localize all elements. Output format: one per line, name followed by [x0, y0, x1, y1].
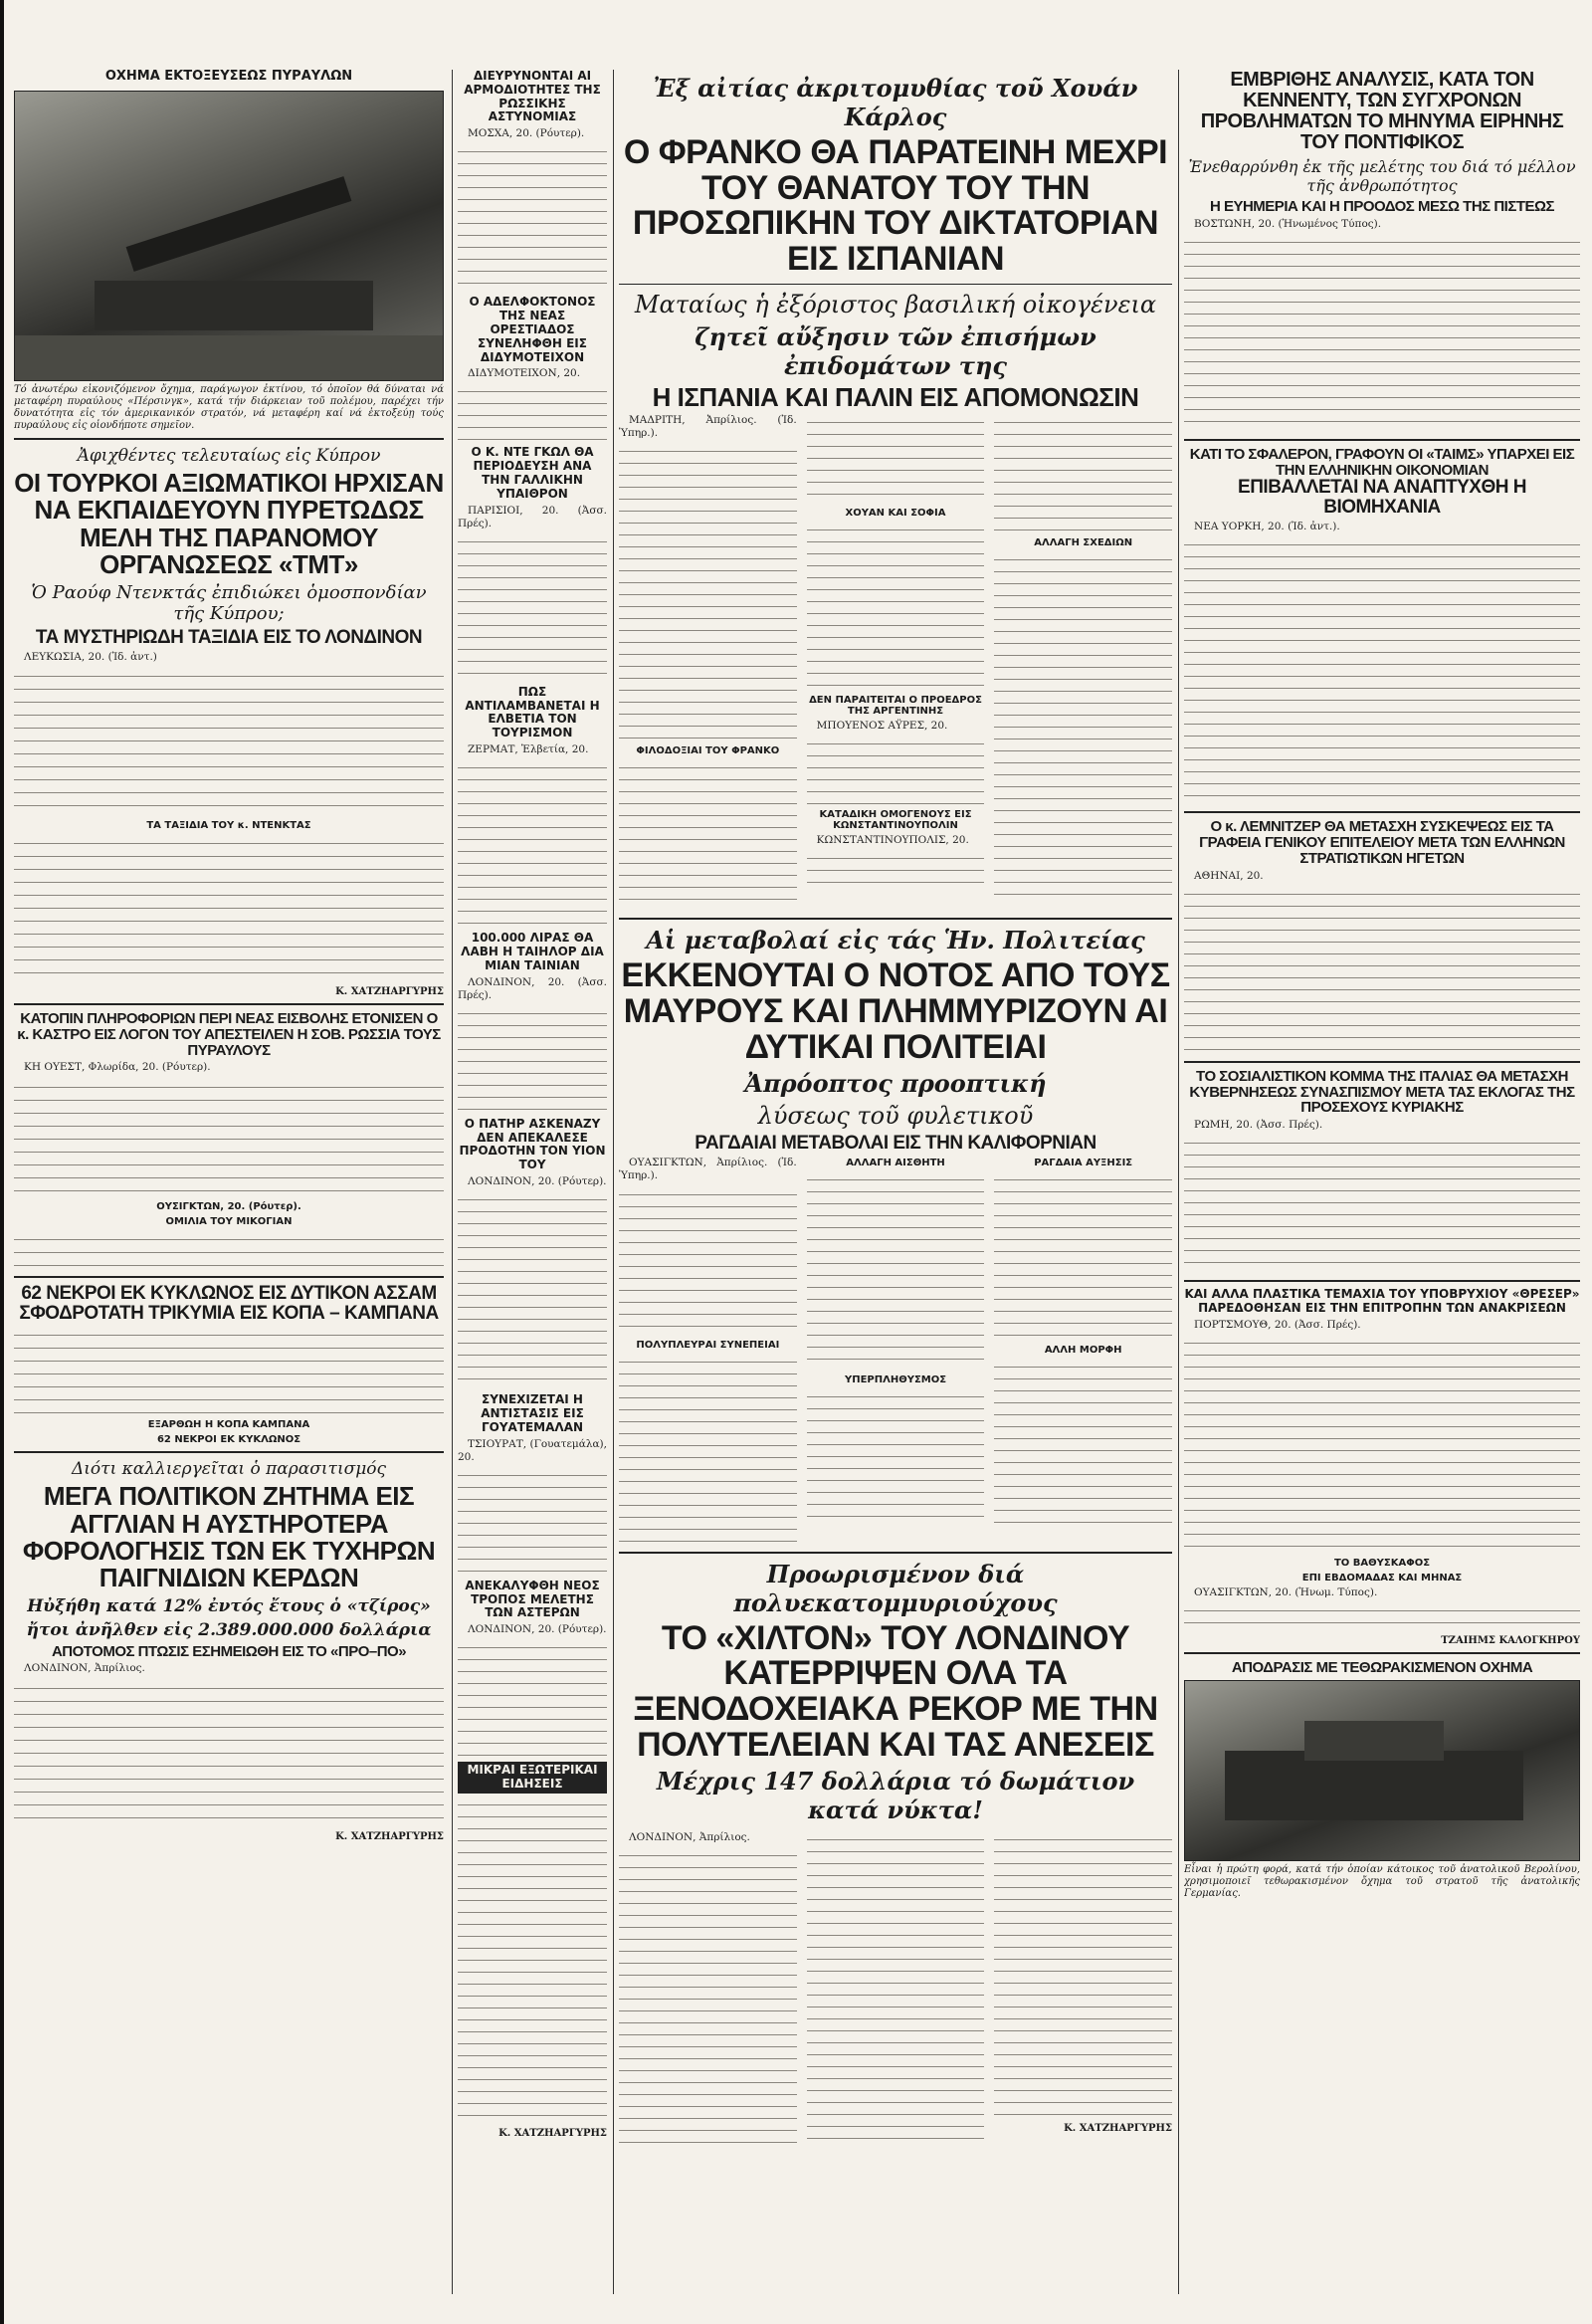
dateline: ΔΙΔΥΜΟΤΕΙΧΟΝ, 20. [468, 367, 581, 380]
article-text-block [807, 522, 985, 691]
article-text-block [619, 1847, 797, 2146]
article-text-block [994, 1359, 1172, 1528]
kicker: Μέχρις 147 δολλάρια τό δωμάτιον κατά νύκτα! [656, 1767, 1135, 1825]
kicker: Αἱ μεταβολαί εἰς τάς Ἡν. Πολιτείας [646, 926, 1145, 955]
headline-london-trips: ΤΑ ΜΥΣΤΗΡΙΩΔΗ ΤΑΞΙΔΙΑ ΕΙΣ ΤΟ ΛΟΝΔΙΝΟΝ [35, 627, 423, 649]
usa-article-columns [619, 1154, 1172, 1545]
photo-caption: Τό ἀνωτέρω εἰκονιζόμενον ὄχημα, παράγωγον ἐκτίνου, τό ὁποῖον θά δύναται νά μεταφέρη πυραύλους «Πέρσινγκ», κατά τήν διάρκειαν τοῦ πολέμου, παρέχει τήν δυνατότητα εἰς τόν ἀμερικανικόν στρατόν, νά μεταφέρη καί νά ἐκτοξεύῃ τούς πυραύλους εἰς οἱονδήποτε σημεῖον. [14, 383, 444, 431]
photo-caption: Εἶναι ἡ πρώτη φορά, κατά τήν ὁποίαν κάτοικος τοῦ ἀνατολικοῦ Βερολίνου, χρησιμοποιεῖ τεθωρακισμένον ὄχημα τοῦ στρατοῦ τῆς ἀνατολικῆς Γερμανίας. [1184, 1863, 1580, 1899]
byline: Κ. ΧΑΤΖΗΑΡΓΥΡΗΣ [498, 2127, 607, 2139]
dateline: ΝΕΑ ΥΟΡΚΗ, 20. (Ἰδ. ἀντ.). [1194, 521, 1340, 533]
subheading: ΠΟΛΥΠΛΕΥΡΑΙ ΣΥΝΕΠΕΙΑΙ [636, 1339, 780, 1351]
headline-de-gaulle: Ο Κ. ΝΤΕ ΓΚΩΛ ΘΑ ΠΕΡΙΟΔΕΥΣΗ ΑΝΑ ΤΗΝ ΓΑΛΛΙΚΗΝ ΥΠΑΙΘΡΟΝ [471, 445, 594, 501]
divider [1184, 811, 1580, 813]
subheading: ΧΟΥΑΝ ΚΑΙ ΣΟΦΙΑ [845, 508, 946, 520]
subheading: ΑΛΛΑΓΗ ΣΧΕΔΙΩΝ [1034, 537, 1133, 549]
dateline: ΜΠΟΥΕΝΟΣ ΑΫΡΕΣ, 20. [816, 720, 948, 733]
article-text-block [458, 1005, 607, 1115]
byline: Κ. ΧΑΤΖΗΑΡΓΥΡΗΣ [335, 986, 444, 998]
article-text-block [1184, 1135, 1580, 1274]
dateline: ΖΕΡΜΑΤ, Ἑλβετία, 20. [468, 743, 589, 756]
article-text-block [458, 1467, 607, 1577]
column-rule [1178, 70, 1179, 2294]
article-text-block [807, 414, 985, 504]
dateline: ΛΟΝΔΙΝΟΝ, 20. (Ρόυτερ). [468, 1175, 607, 1187]
article-text-block [14, 1326, 444, 1415]
headline-italy-socialists: ΤΟ ΣΟΣΙΑΛΙΣΤΙΚΟΝ ΚΟΜΜΑ ΤΗΣ ΙΤΑΛΙΑΣ ΘΑ ΜΕΤΑΣΧΗ ΚΥΒΕΡΝΗΣΕΩΣ ΣΥΝΑΣΠΙΣΜΟΥ ΜΕΤΑ ΤΑΣ ΕΚΛΟΓΑΣ ΤΗΣ ΠΡΟΣΕΧΟΥΣ ΚΥΡΙΑΚΗΣ [1189, 1067, 1575, 1117]
article-text-block [458, 1639, 607, 1759]
hilton-article-columns [619, 1828, 1172, 2149]
kicker: Ἐξ αἰτίας ἀκριτομυθίας τοῦ Χουάν Κάρλος [653, 74, 1138, 131]
dateline: ΠΑΡΙΣΙΟΙ, 20. (Ἀσσ. Πρές). [458, 504, 607, 529]
headline-hilton: ΤΟ «ΧΙΛΤΟΝ» ΤΟΥ ΛΟΝΔΙΝΟΥ ΚΑΤΕΡΡΙΨΕΝ ΟΛΑ ΤΑ ΞΕΝΟΔΟΧΕΙΑΚΑ ΡΕΚΟΡ ΜΕ ΤΗΝ ΠΟΛΥΤΕΛΕΙΑΝ ΚΑΙ ΤΑΣ ΑΝΕΣΕΙΣ [633, 1618, 1158, 1764]
dateline: ΠΟΡΤΣΜΟΥΘ, 20. (Ἀσσ. Πρές). [1194, 1318, 1361, 1331]
article-column [994, 1154, 1172, 1545]
dateline: ΟΥΑΣΙΓΚΤΩΝ, Ἀπρίλιος. (Ἰδ. Ὑπηρ.). [619, 1157, 797, 1182]
subheading: ΔΕΝ ΠΑΡΑΙΤΕΙΤΑΙ Ο ΠΡΟΕΔΡΟΣ ΤΗΣ ΑΡΓΕΝΤΙΝΗΣ [809, 695, 982, 718]
article-text-block [458, 1796, 607, 2125]
article-text-block [1184, 886, 1580, 1055]
article-text-block [458, 759, 607, 929]
column-1 [14, 70, 444, 2304]
dateline: ΚΩΝΣΤΑΝΤΙΝΟΥΠΟΛΙΣ, 20. [816, 834, 969, 847]
article-column [807, 1828, 985, 2149]
article-column [994, 411, 1172, 912]
article-text-block [458, 143, 607, 293]
article-text-block [14, 834, 444, 983]
headline-times: ΚΑΤΙ ΤΟ ΣΦΑΛΕΡΟΝ, ΓΡΑΦΟΥΝ ΟΙ «ΤΑΙΜΣ» ΥΠΑΡΧΕΙ ΕΙΣ ΤΗΝ ΕΛΛΗΝΙΚΗΝ ΟΙΚΟΝΟΜΙΑΝ [1189, 445, 1575, 479]
article-text-block [458, 1191, 607, 1390]
subheading: ΑΛΛΗ ΜΟΡΦΗ [1044, 1345, 1122, 1357]
article-text-block [994, 1831, 1172, 2120]
article-text-block [14, 667, 444, 816]
subheading: ΟΥΣΙΓΚΤΩΝ, 20. (Ρόυτερ). [156, 1200, 301, 1212]
article-text-block [994, 551, 1172, 900]
armored-vehicle-photo [1184, 1680, 1580, 1861]
headline-switzerland: ΠΩΣ ΑΝΤΙΛΑΜΒΑΝΕΤΑΙ Η ΕΛΒΕΤΙΑ ΤΟΝ ΤΟΥΡΙΣΜΟΝ [465, 684, 600, 740]
dateline: ΛΟΝΔΙΝΟΝ, Ἀπρίλιος. [629, 1831, 750, 1844]
photo-title: ΟΧΗΜΑ ΕΚΤΟΞΕΥΣΕΩΣ ΠΥΡΑΥΛΩΝ [104, 70, 353, 84]
article-text-block [807, 1831, 985, 2140]
divider [1184, 1652, 1580, 1654]
divider [1184, 1280, 1580, 1282]
subheading: ΕΞΑΡΘΩΗ Η ΚΟΠΑ ΚΑΜΠΑΝΑ [147, 1419, 310, 1431]
kicker: Προωρισμένον διά πολυεκατομμυριούχους [733, 1559, 1058, 1617]
headline-cyclone: 62 ΝΕΚΡΟΙ ΕΚ ΚΥΚΛΩΝΟΣ ΕΙΣ ΔΥΤΙΚΟΝ ΑΣΣΑΜ [21, 1282, 437, 1304]
article-text-block [994, 414, 1172, 533]
spain-article-columns [619, 411, 1172, 912]
article-text-block [619, 1354, 797, 1543]
dateline: ΚΗ ΟΥΕΣΤ, Φλωρίδα, 20. (Ρόυτερ). [24, 1061, 211, 1074]
article-text-block [458, 533, 607, 683]
headline-kennedy: ΕΜΒΡΙΘΗΣ ΑΝΑΛΥΣΙΣ, ΚΑΤΑ ΤΟΝ ΚΕΝΝΕΝΤΥ, ΤΩΝ ΣΥΓΧΡΟΝΩΝ ΠΡΟΒΛΗΜΑΤΩΝ ΤΟ ΜΗΝΥΜΑ ΕΙΡΗΝΗΣ ΤΟΥ ΠΟΝΤΙΦΙΚΟΣ [1200, 70, 1564, 153]
headline-russian-police: ΔΙΕΥΡΥΝΟΝΤΑΙ ΑΙ ΑΡΜΟΔΙΟΤΗΤΕΣ ΤΗΣ ΡΩΣΣΙΚΗΣ ΑΣΤΥΝΟΜΙΑΣ [464, 70, 601, 124]
kicker: Ματαίως ἡ ἐξόριστος βασιλική οἰκογένεια [634, 290, 1157, 318]
article-text-block [14, 1679, 444, 1828]
article-column [807, 1154, 985, 1545]
headline-thresher: ΚΑΙ ΑΛΛΑ ΠΛΑΣΤΙΚΑ ΤΕΜΑΧΙΑ ΤΟΥ ΥΠΟΒΡΥΧΙΟΥ «ΘΡΕΣΕΡ» ΠΑΡΕΔΟΘΗΣΑΝ ΕΙΣ ΤΗΝ ΕΠΙΤΡΟΠΗΝ ΤΩΝ ΑΝΑΚΡΙΣΕΩΝ [1184, 1287, 1580, 1315]
page-edge [0, 0, 4, 2324]
dateline: ΟΥΑΣΙΓΚΤΩΝ, 20. (Ἡνωμ. Τύπος). [1194, 1585, 1378, 1598]
dateline: ΜΟΣΧΑ, 20. (Ρόυτερ). [468, 127, 585, 140]
article-text-block [1184, 536, 1580, 805]
byline: ΤΖΑΙΗΜΣ ΚΑΛΟΓΚΗΡΟΥ [1441, 1634, 1580, 1646]
article-text-block [458, 383, 607, 443]
dateline: ΒΟΣΤΩΝΗ, 20. (Ἡνωμένος Τύπος). [1194, 217, 1382, 230]
subheading: ΤΑ ΤΑΞΙΔΙΑ ΤΟΥ κ. ΝΤΕΝΚΤΑΣ [146, 820, 311, 832]
article-text-block [1184, 234, 1580, 433]
article-text-block [1184, 1602, 1580, 1632]
kicker: Ἀπρόοπτος προοπτική [744, 1069, 1047, 1099]
article-text-block [619, 759, 797, 909]
headline-turkish-officers: ΟΙ ΤΟΥΡΚΟΙ ΑΞΙΩΜΑΤΙΚΟΙ ΗΡΧΙΣΑΝ ΝΑ ΕΚΠΑΙΔΕΥΟΥΝ ΠΥΡΕΤΩΔΩΣ ΜΕΛΗ ΤΗΣ ΠΑΡΑΝΟΜΟΥ ΟΡΓΑΝΩΣΕΩΣ «ΤΜΤ» [14, 467, 444, 579]
byline: Κ. ΧΑΤΖΗΑΡΓΥΡΗΣ [335, 1830, 444, 1842]
subheading: ΚΑΤΑΔΙΚΗ ΟΜΟΓΕΝΟΥΣ ΕΙΣ ΚΩΝΣΤΑΝΤΙΝΟΥΠΟΛΙΝ [819, 809, 972, 832]
byline: Κ. ΧΑΤΖΗΑΡΓΥΡΗΣ [1064, 2123, 1172, 2135]
subheading: ΥΠΕΡΠΛΗΘΥΣΜΟΣ [844, 1374, 947, 1386]
article-column [619, 1154, 797, 1545]
article-column [619, 411, 797, 912]
headline-propo: ΑΠΟΤΟΜΟΣ ΠΤΩΣΙΣ ΕΣΗΜΕΙΩΘΗ ΕΙΣ ΤΟ «ΠΡΟ–ΠΟ» [51, 1642, 407, 1660]
column-rule [452, 70, 453, 2294]
kicker: Ἀφιχθέντες τελευταίως εἰς Κύπρον [77, 445, 381, 466]
headline-castro: ΚΑΤΟΠΙΝ ΠΛΗΡΟΦΟΡΙΩΝ ΠΕΡΙ ΝΕΑΣ ΕΙΣΒΟΛΗΣ ΕΤΟΝΙΣΕΝ Ο κ. ΚΑΣΤΡΟ ΕΙΣ ΛΟΓΟΝ ΤΟΥ ΑΠΕΣΤΕΙΛΕΝ Η ΣΟΒ. ΡΩΣΣΙΑ ΤΟΥΣ ΠΥΡΑΥΛΟΥΣ [17, 1010, 441, 1059]
headline-franco: Ο ΦΡΑΝΚΟ ΘΑ ΠΑΡΑΤΕΙΝΗ ΜΕΧΡΙ ΤΟΥ ΘΑΝΑΤΟΥ ΤΟΥ ΤΗΝ ΠΡΟΣΩΠΙΚΗΝ ΤΟΥ ΔΙΚΤΑΤΟΡΙΑΝ ΕΙΣ ΙΣΠΑΝΙΑΝ [623, 133, 1168, 279]
divider [1184, 1061, 1580, 1063]
subheading: ΦΙΛΟΔΟΞΙΑΙ ΤΟΥ ΦΡΑΝΚΟ [636, 745, 780, 757]
headline-storm: ΣΦΟΔΡΟΤΑΤΗ ΤΡΙΚΥΜΙΑ ΕΙΣ ΚΟΠΑ – ΚΑΜΠΑΝΑ [19, 1302, 439, 1324]
article-text-block [994, 1171, 1172, 1341]
subheading: ΤΟ ΒΑΘΥΣΚΑΦΟΣ [1333, 1557, 1431, 1569]
divider [14, 1003, 444, 1005]
dateline: ΡΩΜΗ, 20. (Ἀσσ. Πρές). [1194, 1119, 1323, 1131]
dateline: ΛΟΝΔΙΝΟΝ, Ἀπρίλιος. [24, 1662, 145, 1675]
article-column [994, 1828, 1172, 2149]
center-columns [619, 70, 1172, 2304]
headline-fratricide: Ο ΑΔΕΛΦΟΚΤΟΝΟΣ ΤΗΣ ΝΕΑΣ ΟΡΕΣΤΙΑΔΟΣ ΣΥΝΕΛΗΦΘΗ ΕΙΣ ΔΙΔΥΜΟΤΕΙΧΟΝ [469, 295, 596, 364]
dateline: ΜΑΔΡΙΤΗ, Ἀπρίλιος. (Ἰδ. Ὑπηρ.). [619, 414, 797, 440]
article-column [619, 1828, 797, 2149]
headline-ashkenazy: Ο ΠΑΤΗΡ ΑΣΚΕΝΑΖΥ ΔΕΝ ΑΠΕΚΑΛΕΣΕ ΠΡΟΔΟΤΗΝ ΤΟΝ ΥΙΟΝ ΤΟΥ [459, 1116, 606, 1172]
headline-lemnitzer: Ο κ. ΛΕΜΝΙΤΖΕΡ ΘΑ ΜΕΤΑΣΧΗ ΣΥΣΚΕΨΕΩΣ ΕΙΣ ΤΑ ΓΡΑΦΕΙΑ ΓΕΝΙΚΟΥ ΕΠΙΤΕΛΕΙΟΥ ΜΕΤΑ ΤΩΝ ΕΛΛΗΝΩΝ ΣΤΡΑΤΙΩΤΙΚΩΝ ΗΓΕΤΩΝ [1199, 818, 1565, 867]
dateline: ΑΘΗΝΑΙ, 20. [1194, 869, 1264, 882]
article-text-block [1184, 1335, 1580, 1554]
headline-england-taxation: ΜΕΓΑ ΠΟΛΙΤΙΚΟΝ ΖΗΤΗΜΑ ΕΙΣ ΑΓΓΛΙΑΝ Η ΑΥΣΤΗΡΟΤΕΡΑ ΦΟΡΟΛΟΓΗΣΙΣ ΤΩΝ ΕΚ ΤΥΧΗΡΩΝ ΠΑΙΓΝΙΔΙΩΝ ΚΕΡΔΩΝ [22, 1481, 436, 1593]
subheading: ΑΛΛΑΓΗ ΑΙΣΘΗΤΗ [846, 1158, 945, 1169]
column-5 [1184, 70, 1580, 2304]
kicker: ἤτοι ἀνῆλθεν εἰς 2.389.000.000 δολλάρια [26, 1619, 432, 1640]
dateline: ΤΣΙΟΥΡΑΤ, (Γουατεμάλα), 20. [458, 1437, 607, 1463]
kicker: Ἐνεθαρρύνθη ἐκ τῆς μελέτης του διά τό μέλλον τῆς ἀνθρωπότητος [1188, 157, 1576, 195]
kicker: ζητεῖ αὔξησιν τῶν ἐπισήμων ἐπιδομάτων της [695, 321, 1096, 380]
column-rule [613, 70, 614, 2294]
headline-usa-south: ΕΚΚΕΝΟΥΤΑΙ Ο ΝΟΤΟΣ ΑΠΟ ΤΟΥΣ ΜΑΥΡΟΥΣ ΚΑΙ ΠΛΗΜΜΥΡΙΖΟΥΝ ΑΙ ΔΥΤΙΚΑΙ ΠΟΛΙΤΕΙΑΙ [621, 956, 1170, 1066]
headline-foreign-news: ΜΙΚΡΑΙ ΕΞΩΤΕΡΙΚΑΙ ΕΙΔΗΣΕΙΣ [458, 1762, 607, 1794]
article-text-block [807, 1171, 985, 1371]
headline-escape: ΑΠΟΔΡΑΣΙΣ ΜΕ ΤΕΘΩΡΑΚΙΣΜΕΝΟΝ ΟΧΗΜΑ [1231, 1658, 1533, 1676]
subheading: 62 ΝΕΚΡΟΙ ΕΚ ΚΥΚΛΩΝΟΣ [156, 1434, 301, 1446]
headline-spain-isolation: Η ΙΣΠΑΝΙΑ ΚΑΙ ΠΑΛΙΝ ΕΙΣ ΑΠΟΜΟΝΩΣΙΝ [652, 381, 1139, 412]
headline-taylor: 100.000 ΛΙΡΑΣ ΘΑ ΛΑΒΗ Η ΤΑΙΗΛΟΡ ΔΙΑ ΜΙΑΝ ΤΑΙΝΙΑΝ [461, 931, 604, 972]
kicker: Ὁ Ραούφ Ντενκτάς ἐπιδιώκει ὁμοσπονδίαν τῆς Κύπρου; [31, 582, 427, 625]
divider [14, 1451, 444, 1453]
headline-prosperity: Η ΕΥΗΜΕΡΙΑ ΚΑΙ Η ΠΡΟΟΔΟΣ ΜΕΣΩ ΤΗΣ ΠΙΣΤΕΩΣ [1209, 198, 1555, 215]
rocket-vehicle-photo [14, 91, 444, 381]
article-text-block [619, 443, 797, 741]
dateline: ΛΟΝΔΙΝΟΝ, 20. (Ρόυτερ). [468, 1623, 607, 1636]
headline-california: ΡΑΓΔΑΙΑΙ ΜΕΤΑΒΟΛΑΙ ΕΙΣ ΤΗΝ ΚΑΛΙΦΟΡΝΙΑΝ [695, 1133, 1096, 1155]
divider [1184, 439, 1580, 441]
article-text-block [619, 1186, 797, 1336]
article-text-block [14, 1230, 444, 1270]
divider [619, 1552, 1172, 1554]
article-column [807, 411, 985, 912]
kicker: Ηὐξήθη κατά 12% ἐντός ἔτους ὁ «τζίρος» [27, 1595, 431, 1616]
article-text-block [807, 1388, 985, 1528]
subheading: ΡΑΓΔΑΙΑ ΑΥΞΗΣΙΣ [1034, 1158, 1133, 1169]
kicker: Διότι καλλιεργεῖται ὁ παρασιτισμός [71, 1459, 387, 1480]
article-text-block [14, 1078, 444, 1197]
divider [14, 438, 444, 440]
dateline: ΛΟΝΔΙΝΟΝ, 20. (Ἀσσ. Πρές). [458, 975, 607, 1001]
article-text-block [807, 736, 985, 805]
column-2 [458, 70, 607, 2304]
kicker: λύσεως τοῦ φυλετικοῦ [757, 1102, 1034, 1131]
divider [14, 1276, 444, 1278]
subheading: ΕΠΙ ΕΒΔΟΜΑΔΑΣ ΚΑΙ ΜΗΝΑΣ [1301, 1572, 1463, 1584]
headline-industry: ΕΠΙΒΑΛΛΕΤΑΙ ΝΑ ΑΝΑΠΤΥΧΘΗ Η ΒΙΟΜΗΧΑΝΙΑ [1238, 477, 1526, 519]
divider [619, 918, 1172, 920]
headline-stars: ΑΝΕΚΑΛΥΦΘΗ ΝΕΟΣ ΤΡΟΠΟΣ ΜΕΛΕΤΗΣ ΤΩΝ ΑΣΤΕΡΩΝ [465, 1578, 600, 1620]
divider [619, 284, 1172, 285]
subheading: ΟΜΙΛΙΑ ΤΟΥ ΜΙΚΟΓΙΑΝ [165, 1215, 293, 1227]
article-text-block [807, 850, 985, 890]
dateline: ΛΕΥΚΩΣΙΑ, 20. (Ἰδ. ἀντ.) [24, 651, 157, 664]
headline-guatemala: ΣΥΝΕΧΙΖΕΤΑΙ Η ΑΝΤΙΣΤΑΣΙΣ ΕΙΣ ΓΟΥΑΤΕΜΑΛΑΝ [481, 1392, 584, 1434]
